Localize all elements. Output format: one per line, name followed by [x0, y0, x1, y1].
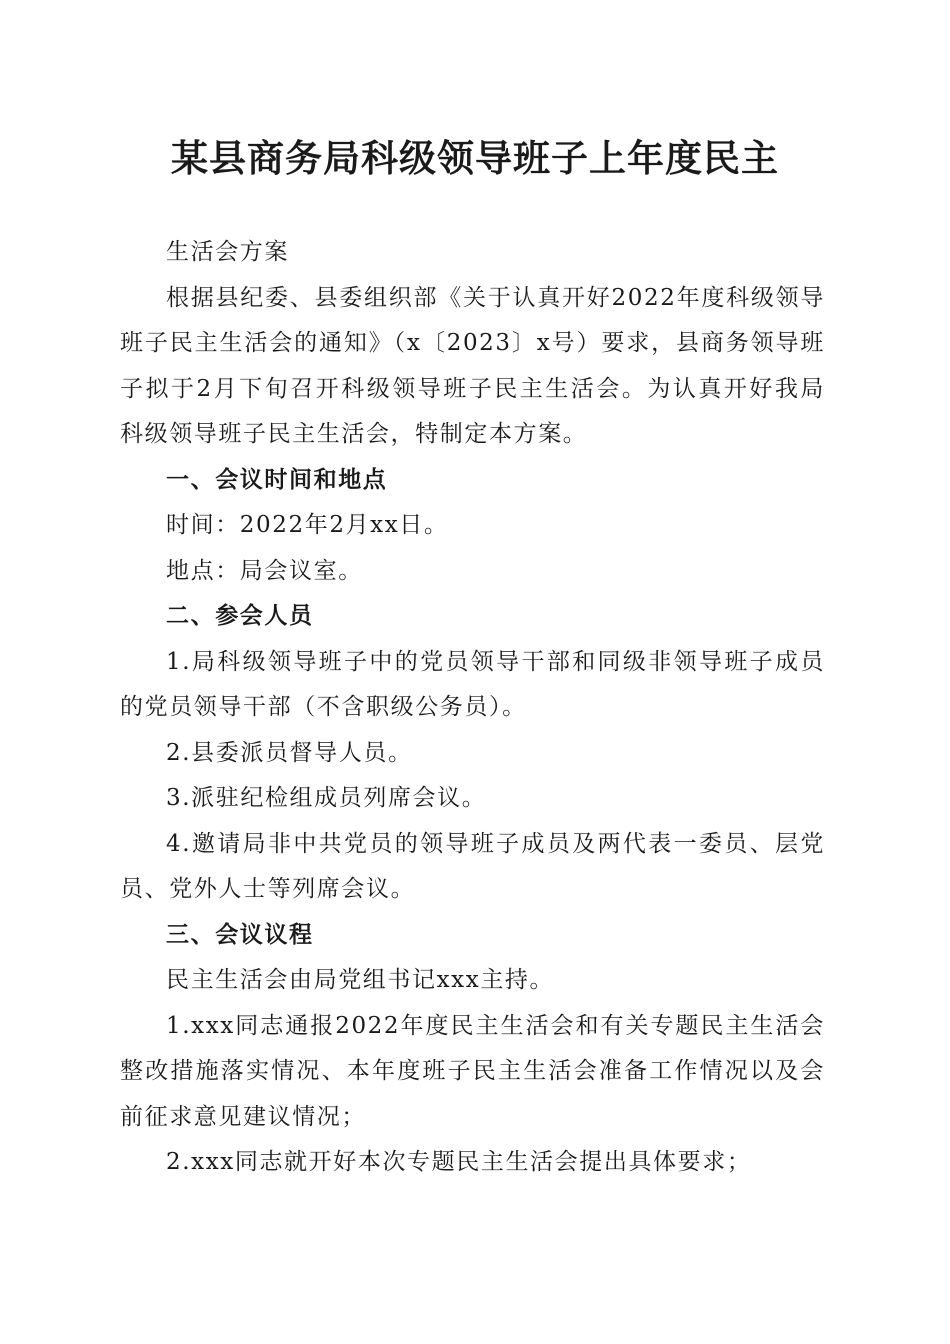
attendee-item-1: 1.局科级领导班子中的党员领导干部和同级非领导班子成员的党员领导干部（不含职级公务员）。: [120, 648, 825, 720]
attendee-item-3: 3.派驻纪检组成员列席会议。: [166, 785, 487, 811]
attendee-item-4: 4.邀请局非中共党员的领导班子成员及两代表一委员、层党员、党外人士等列席会议。: [120, 830, 825, 902]
agenda-item-2: 2.xxx同志就开好本次专题民主生活会提出具体要求；: [166, 1149, 752, 1175]
intro-paragraph: 根据县纪委、县委组织部《关于认真开好2022年度科级领导班子民主生活会的通知》（x〔2023〕x号）要求，县商务领导班子拟于2月下旬召开科级领导班子民主生活会。为认真开好我局科级领导班子民主生活会，特制定本方案。: [120, 284, 825, 447]
section-heading-attendees: 二、参会人员: [166, 603, 314, 629]
meeting-time: 时间：2022年2月xx日。: [166, 512, 449, 538]
document-title: 某县商务局科级领导班子上年度民主: [171, 136, 779, 180]
meeting-place: 地点：局会议室。: [166, 557, 363, 584]
section-heading-agenda: 三、会议议程: [166, 921, 314, 948]
section-heading-time-place: 一、会议时间和地点: [166, 466, 388, 493]
agenda-item-1: 1.xxx同志通报2022年度民主生活会和有关专题民主生活会整改措施落实情况、本年度班子民主生活会准备工作情况以及会前征求意见建议情况；: [120, 1012, 825, 1130]
agenda-host: 民主生活会由局党组书记xxx主持。: [166, 967, 555, 993]
title-continuation: 生活会方案: [166, 239, 289, 265]
document-body: [120, 230, 825, 1186]
attendee-item-2: 2.县委派员督导人员。: [166, 739, 413, 766]
